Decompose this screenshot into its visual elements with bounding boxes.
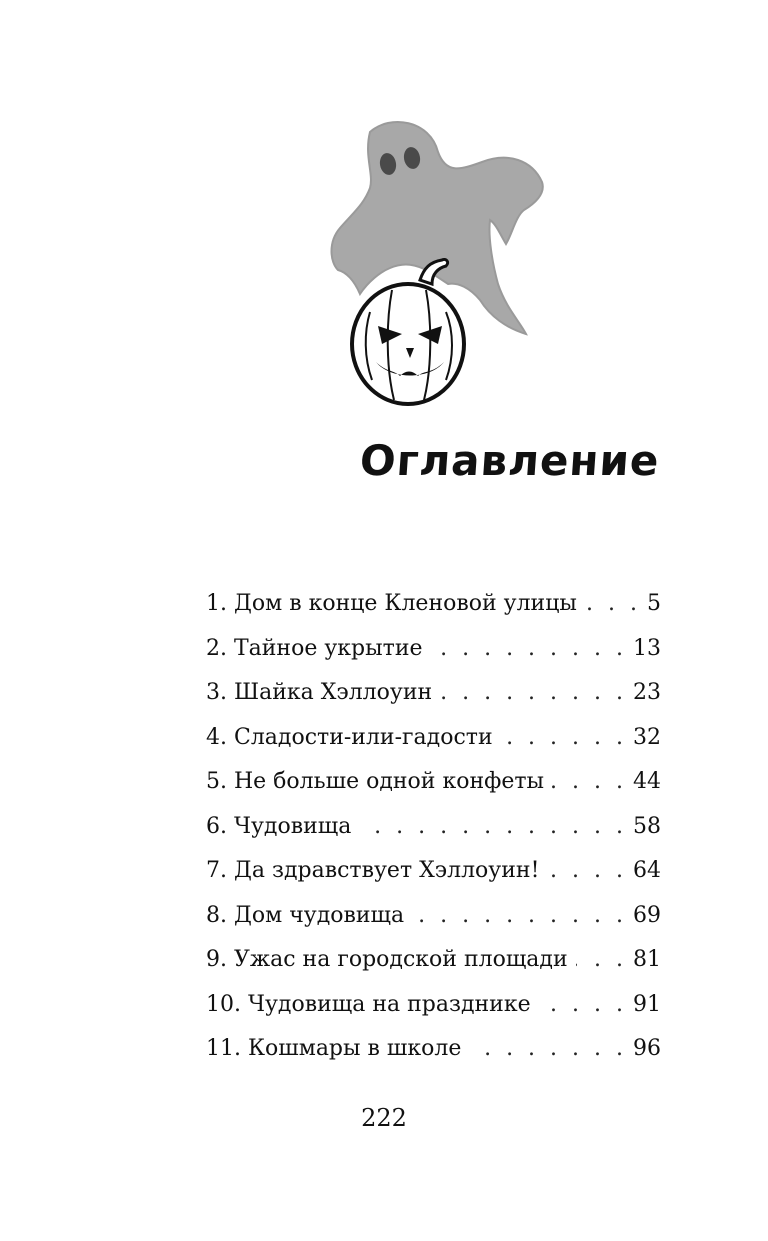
toc-leader-dots	[576, 942, 627, 978]
toc-leader-dots	[469, 1031, 627, 1067]
toc-entry-page: 64	[633, 858, 661, 883]
toc-leader-dots	[440, 675, 627, 711]
toc-entry-label: 10. Чудовища на празднике	[206, 991, 531, 1017]
toc-entry[interactable]	[206, 853, 661, 898]
toc-entry-page: 23	[633, 680, 661, 705]
toc-entry-page: 69	[633, 902, 661, 928]
toc-leader-dots	[501, 720, 627, 756]
toc-entry[interactable]	[206, 942, 661, 987]
toc-leader-dots	[547, 853, 627, 889]
toc-list	[206, 586, 661, 1076]
toc-entry-label: 2. Тайное укрытие	[206, 635, 423, 661]
toc-entry-page: 44	[633, 769, 661, 794]
ghost-and-pumpkin-illustration	[320, 112, 550, 412]
toc-entry-label: 5. Не больше одной конфеты	[206, 769, 545, 794]
toc-entry-page: 32	[633, 724, 661, 750]
toc-leader-dots	[552, 764, 627, 800]
page-number: 222	[361, 1104, 407, 1132]
toc-entry-page: 96	[633, 1036, 661, 1061]
toc-entry[interactable]	[206, 675, 661, 720]
toc-entry[interactable]	[206, 764, 661, 809]
toc-entry[interactable]	[206, 809, 661, 854]
toc-entry-page: 91	[633, 991, 661, 1017]
toc-entry-page: 81	[633, 947, 661, 972]
toc-title: Оглавление	[358, 436, 662, 485]
toc-entry-label: 3. Шайка Хэллоуин	[206, 680, 433, 705]
toc-entry[interactable]	[206, 898, 661, 943]
toc-entry-page: 58	[633, 813, 661, 839]
toc-leader-dots	[585, 586, 641, 622]
toc-leader-dots	[359, 809, 627, 845]
toc-entry-label: 1. Дом в конце Кленовой улицы	[206, 591, 577, 616]
toc-entry-label: 4. Сладости-или-гадости	[206, 724, 493, 750]
toc-leader-dots	[412, 898, 627, 934]
toc-entry-label: 7. Да здравствует Хэллоуин!	[206, 858, 540, 883]
toc-leader-dots	[539, 987, 627, 1023]
toc-entry[interactable]	[206, 720, 661, 765]
toc-entry-page: 5	[647, 591, 661, 616]
toc-entry-label: 11. Кошмары в школе	[206, 1036, 462, 1061]
toc-leader-dots	[431, 631, 628, 667]
toc-entry[interactable]	[206, 1031, 661, 1076]
toc-entry[interactable]	[206, 631, 661, 676]
toc-entry-page: 13	[633, 635, 661, 661]
toc-entry-label: 8. Дом чудовища	[206, 902, 405, 928]
toc-entry-label: 9. Ужас на городской площади	[206, 947, 568, 972]
toc-entry-label: 6. Чудовища	[206, 813, 352, 839]
toc-entry[interactable]	[206, 586, 661, 631]
toc-entry[interactable]	[206, 987, 661, 1032]
